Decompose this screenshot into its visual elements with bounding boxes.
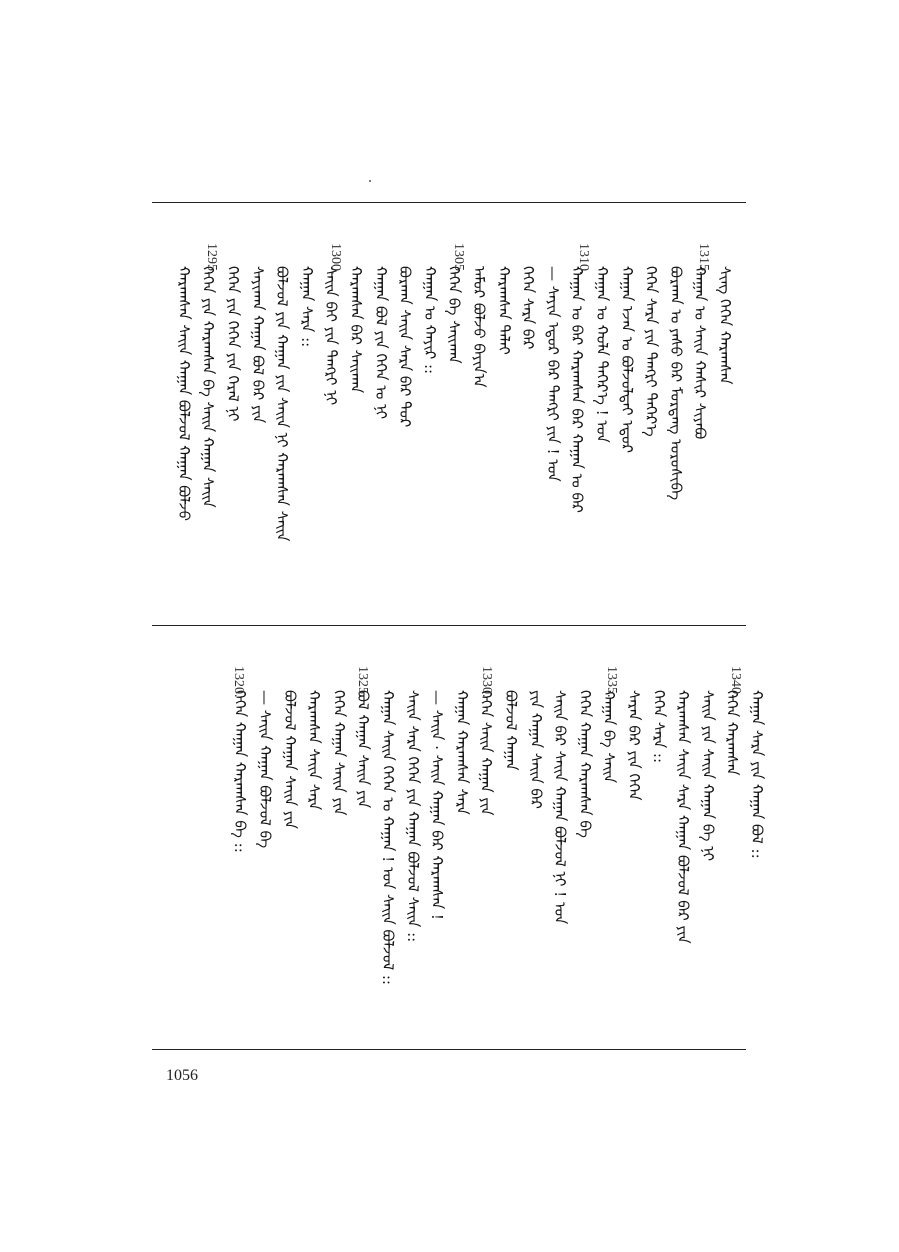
verse-line-text: ᠬᠠᠭᠠᠨ ᠬᠠᠷᠠᠭᠰᠠᠨ ᠰᠠᠷᠠ: [452, 690, 471, 815]
verse-line-text: ᠰᠠᠷᠠᠨ ᠪᠠᠷ ᠶᠢᠨ ᠭᠡᠭᠡᠨ: [625, 690, 643, 801]
verse-line-text: — ᠰᠠᠢᠨ · ᠰᠠᠢᠨ ᠬᠠᠭᠠᠨ ᠪᠠᠷ ᠬᠠᠷᠠᠭᠰᠠᠨ !: [428, 690, 447, 920]
verse-line-text: ᠬᠠᠭᠠᠨ ᠰᠠᠢᠨ ᠭᠡᠭᠡᠨ ᠤ ᠬᠠᠭᠠᠨ ! ᠣᠨ ᠰᠠᠢᠨ ᠪᠣᠯᠵᠣᠯ ::: [379, 690, 397, 985]
verse-line-text: ᠬᠠᠷᠠᠭᠰᠠᠨ ᠰᠠᠢᠨ ᠰᠠᠷᠠ: [305, 690, 324, 811]
line-number: 1335.: [604, 666, 619, 698]
verse-line-text: — ᠰᠠᠶᠢᠨ ᠡᠳᠦᠷ ᠪᠠᠷ ᠲᠡᠩᠷᠢ ᠶᠢᠨ ! ᠣᠨ: [543, 266, 562, 482]
verse-line-text: ᠪᠣᠯᠵᠣᠯ ᠬᠠᠭᠠᠨ ᠰᠠᠢᠨ ᠶᠢᠨ: [280, 690, 299, 829]
page-number: 1056: [166, 1067, 198, 1084]
verse-line-text: ᠬᠠᠭᠠᠨ ᠤ ᠪᠠᠷ ᠬᠠᠷᠠᠭᠰᠠᠨ ᠪᠠᠷ ᠬᠠᠭᠠᠨ ᠤ ᠪᠠᠷ: [568, 266, 587, 513]
verse-line-text: ᠭᠡᠭᠡᠨ ᠬᠠᠭᠠᠨ ᠰᠠᠢᠨ ᠶᠢᠨ: [329, 690, 348, 816]
line-number: 1310.: [576, 243, 591, 275]
verse-line-text: ᠠᠮᠤᠷ ᠪᠣᠯᠵᠣ ᠪᠠᠶᠢᠨ᠎ᠠ: [470, 266, 488, 388]
verse-line-text: ᠬᠠᠭᠠᠨ ᠤ ᠬᠣᠯᠠ ᠳᠡᠭᠡᠷ᠎ᠡ ! ᠣᠨ: [593, 266, 611, 443]
verse-line-text: ᠬᠠᠷᠠᠭᠰᠠᠨ ᠰᠠᠢᠨ ᠰᠠᠷᠠ ᠬᠠᠭᠠᠨ ᠪᠣᠯᠵᠣᠯ ᠪᠠᠷ ᠶᠢᠨ: [674, 690, 693, 944]
verse-line-text: ᠬᠠᠭᠠᠨ ᠰᠠᠷᠠ ᠶᠢᠨ ᠬᠠᠭᠠᠨ ᠪᠣᠯ ::: [748, 690, 766, 859]
verse-line-text: ᠪᠣᠯᠵᠣᠯ ᠶᠢᠨ ᠬᠠᠭᠠᠨ ᠶᠢᠨ ᠰᠠᠢᠨ ᠨᠢ ᠬᠠᠷᠠᠭᠰᠠᠨ ᠰᠠᠢᠨ: [273, 266, 292, 542]
line-number: 1300.: [328, 243, 343, 275]
verse-line-text: ᠬᠠᠭᠠᠨ ᠡᠵᠡᠨ ᠤ ᠪᠣᠯᠵᠣᠯᠲᠠᠢ ᠡᠳᠦᠷ: [617, 266, 636, 454]
verse-line-text: — ᠰᠠᠢᠨ ᠬᠠᠭᠠᠨ ᠪᠣᠯᠵᠣᠯ ᠪᠠ: [256, 690, 274, 849]
verse-line-text: ᠰᠢᠩ ᠭᠡᠭᠡᠨ ᠬᠠᠷᠠᠭᠰᠠᠨ: [716, 266, 734, 385]
verse-line-text: ᠭᠡᠭᠡᠨ ᠰᠠᠢᠨ ᠬᠠᠭᠠᠨ ᠶᠢᠨ: [477, 690, 496, 816]
verse-line-text: ᠰᠠᠢᠨ ᠶᠢᠨ ᠰᠠᠢᠨ ᠬᠠᠭᠠᠨ ᠪᠠ ᠨᠢ: [698, 690, 717, 862]
stray-mark: [369, 180, 371, 182]
bottom-rule: [152, 1049, 746, 1050]
verse-line-text: ᠶᠢᠨ ᠬᠠᠭᠠᠨ ᠰᠠᠢᠨ ᠪᠠᠷ: [526, 690, 545, 809]
verse-line-text: ᠪᠣᠷᠬᠠᠨ ᠰᠠᠢᠨ ᠰᠠᠷᠠ ᠪᠠᠷ ᠲᠣᠷ: [396, 266, 415, 428]
verse-line-text: ᠪᠣᠯ ᠬᠠᠭᠠᠨ ᠰᠠᠢᠨ ᠶᠢᠨ: [354, 690, 373, 809]
verse-line-text: ᠬᠠᠭᠠᠨ ᠪᠠ ᠰᠠᠢᠨ: [600, 690, 619, 784]
line-number: 1315.: [696, 243, 711, 275]
verse-line-text: ᠭᠡᠭᠡᠨ ᠬᠠᠷᠠᠭᠰᠠᠨ: [723, 690, 742, 776]
verse-line-text: ᠭᠡᠭᠡᠨ ᠬᠠᠭᠠᠨ ᠬᠠᠷᠠᠭᠰᠠᠨ ᠪᠠ: [575, 690, 594, 838]
verse-line-text: ᠭᠡᠭᠡᠨ ᠶᠢᠨ ᠭᠡᠭᠡᠨ ᠶᠢᠨ ᠭᠡᠷᠡᠯ ᠨᠢ: [224, 266, 242, 422]
verse-line-text: ᠬᠠᠭᠠᠨ ᠤ ᠬᠠᠶᠢᠷ ::: [420, 266, 439, 375]
verse-line-text: ᠭᠡᠭᠡᠨ ᠶᠢᠨ ᠬᠠᠷᠠᠭᠰᠠᠨ ᠪᠠ ᠰᠠᠢᠨ ᠬᠠᠭᠠᠨ ᠰᠠᠢᠨ: [199, 266, 218, 508]
verse-line-text: ᠰᠠᠢᠨ ᠪᠠᠷ ᠰᠠᠢᠨ ᠬᠠᠭᠠᠨ ᠪᠣᠯᠵᠣᠯ ᠨᠢ ! ᠣᠨ: [551, 690, 570, 925]
line-number: 1320.: [231, 666, 246, 698]
line-number: 1340.: [728, 666, 743, 698]
line-number: 1325.: [355, 666, 370, 698]
verse-line-text: ᠪᠤᠷᠬᠠᠨ ᠤ ᠶᠠᠰᠤ ᠪᠠᠷ ᠮᠣᠷᠳᠠᠩ ᠣᠷᠤᠰᠢᠪᠠ: [666, 266, 685, 501]
verse-line-text: ᠬᠠᠭᠠᠨ ᠪᠣᠯ ᠶᠢᠨ ᠭᠡᠭᠡᠨ ᠤ ᠨᠢ: [371, 266, 390, 419]
verse-line-text: ᠬᠠᠷᠠᠭᠰᠠᠨ ᠪᠠᠷ ᠰᠠᠢᠬᠠᠨ: [347, 266, 365, 394]
middle-rule: [152, 625, 746, 626]
verse-line-text: ᠬᠠᠭᠠᠨ ᠰᠠᠷᠠ ::: [297, 266, 316, 348]
line-number: 1305.: [451, 243, 466, 275]
top-rule: [152, 202, 746, 203]
line-number: 1295.: [204, 243, 219, 275]
verse-line-text: ᠰᠠᠶᠢᠬᠠᠨ ᠬᠠᠭᠠᠨ ᠪᠣᠯ ᠪᠠᠷ ᠶᠢᠨ: [248, 266, 267, 424]
verse-line-text: ᠪᠣᠯᠵᠣᠯ ᠬᠠᠭᠠᠨ: [502, 690, 520, 771]
verse-line-text: ᠭᠡᠭᠡᠨ ᠬᠠᠭᠠᠨ ᠬᠠᠷᠠᠭᠰᠠᠨ ᠪᠠ ::: [231, 690, 250, 853]
verse-line-text: ᠬᠠᠷᠠᠭᠰᠠᠨ ᠰᠠᠢᠨ ᠬᠠᠭᠠᠨ ᠪᠣᠯᠵᠣᠯ ᠬᠠᠭᠠᠨ ᠪᠣᠯᠵᠣ: [174, 266, 193, 521]
verse-line-text: ᠬᠠᠷᠠᠭᠰᠠᠨ ᠳᠠᠯᠠᠢ: [494, 266, 513, 355]
verse-line-text: ᠬᠠᠭᠠᠨ ᠤ ᠰᠠᠢᠨ ᠬᠠᠰᠢᠷ ᠰᠢᠶᠠᠪᠤ: [691, 266, 710, 440]
verse-line-text: ᠭᠡᠭᠡᠨ ᠪᠠ ᠰᠠᠢᠬᠠᠨ: [445, 266, 464, 364]
verse-line-text: ᠭᠡᠭᠡᠨ ᠰᠠᠷᠠ ᠪᠠᠷ: [519, 266, 538, 350]
verse-line-text: ᠰᠠᠢᠨ ᠰᠠᠷᠠ ᠭᠡᠭᠡᠨ ᠶᠢᠨ ᠬᠠᠭᠠᠨ ᠪᠣᠯᠵᠣᠯ ᠰᠠᠢᠨ ::: [403, 690, 422, 943]
verse-line-text: ᠰᠠᠢᠨ ᠪᠠᠢ ᠶᠢᠨ ᠲᠡᠩᠷᠢ ᠨᠢ: [322, 266, 341, 406]
line-number: 1330.: [479, 666, 494, 698]
verse-line-text: ᠭᠡᠭᠡᠨ ᠰᠠᠷᠠ ::: [649, 690, 668, 764]
verse-line-text: ᠭᠡᠭᠡᠨ ᠰᠠᠷᠠ ᠶᠢᠨ ᠲᠡᠩᠷᠢ ᠳᠡᠭᠡᠷ᠎ᠡ: [642, 266, 661, 437]
